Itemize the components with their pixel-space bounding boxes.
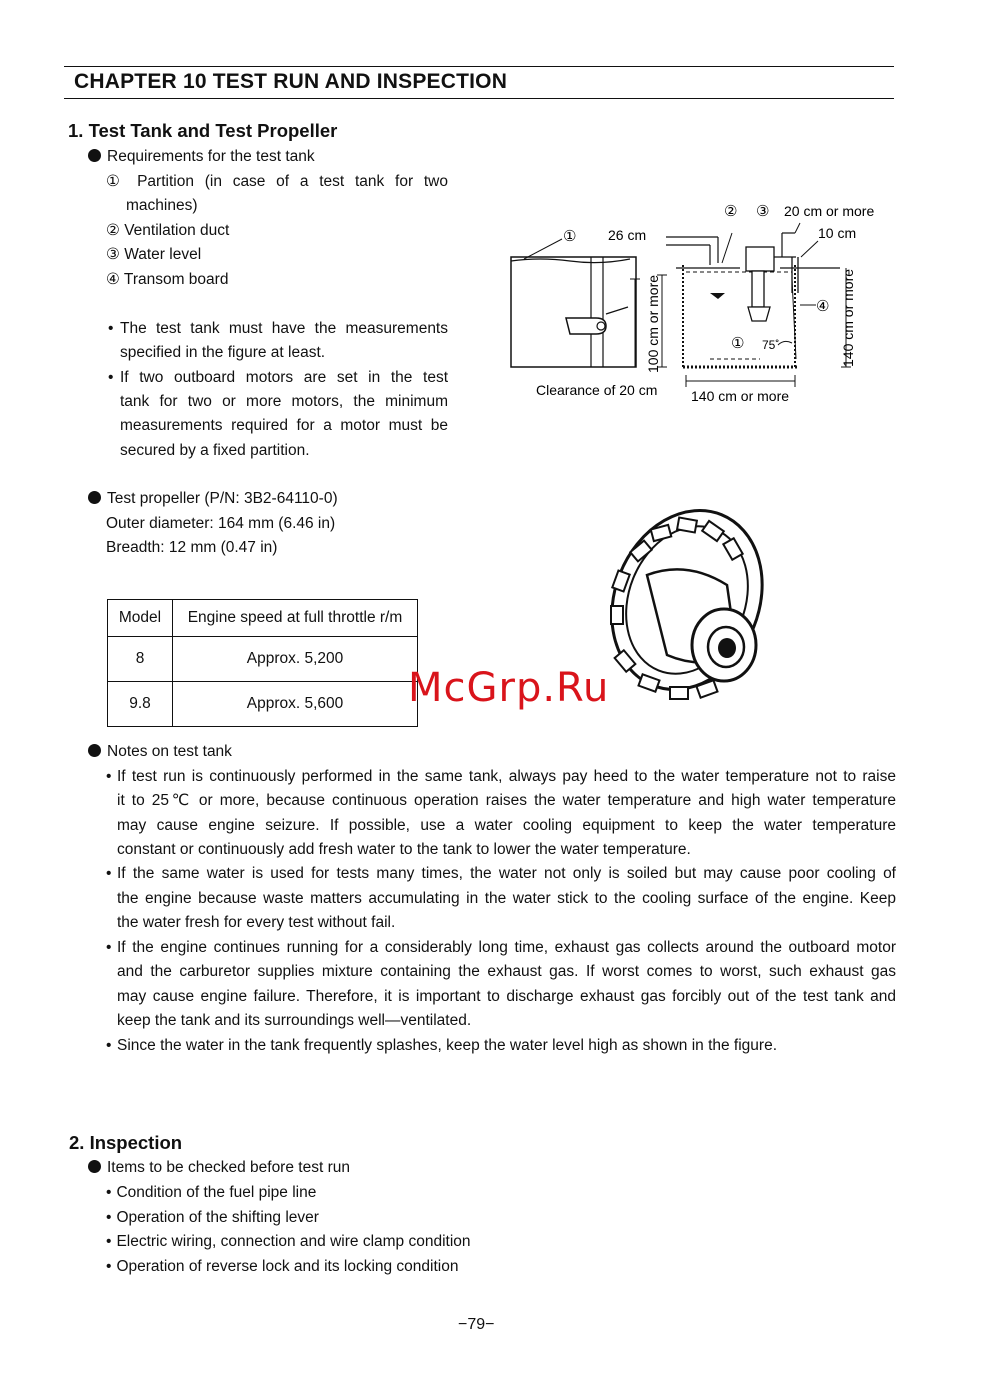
note-2-bullet: • xyxy=(106,865,112,882)
inspection-item: • Operation of reverse lock and its locking condition xyxy=(106,1258,459,1275)
label-4: ④ xyxy=(816,298,830,315)
notes-heading: Notes on test tank xyxy=(88,740,232,764)
propeller-bore-center xyxy=(718,638,736,658)
propeller-vane xyxy=(611,606,623,624)
inspection-item: • Electric wiring, connection and wire clamp condition xyxy=(106,1233,471,1250)
section2-title: 2. Inspection xyxy=(69,1132,183,1153)
req-item-4: ④ Transom board xyxy=(106,271,229,288)
watermark: McGrp.Ru xyxy=(408,665,610,711)
table-row xyxy=(108,637,418,682)
note-3-bullet: • xyxy=(106,939,112,956)
label-100cm: 100 cm or more xyxy=(645,274,661,373)
table-header-cell: Engine speed at full throttle r/m xyxy=(173,600,418,637)
note-1-bullet: • xyxy=(106,768,112,785)
propeller-breadth: Breadth: 12 mm (0.47 in) xyxy=(106,539,278,556)
inspection-heading: Items to be checked before test run xyxy=(88,1156,350,1180)
inspection-item: • Operation of the shifting lever xyxy=(106,1209,319,1226)
note-1-line: If test run is continuously performed in the same tank, always pay heed to the water temperature not to raise xyxy=(117,768,896,785)
table-header-row xyxy=(108,600,418,637)
outboard-engine-icon xyxy=(746,247,774,271)
label-26cm: 26 cm xyxy=(608,227,647,243)
tank-note-2-bullet: • xyxy=(108,369,114,386)
table-header-cell: Model xyxy=(108,600,173,637)
engine-speed-table xyxy=(107,599,418,727)
req-item-1-cont: machines) xyxy=(126,197,198,214)
note-3-line: and the carburetor supplies mixture containing the exhaust gas. If worst comes to worst, such exhaust gas xyxy=(117,963,896,980)
note-2-line: the engine because waste matters accumulating in the water stick to the cooling surface of the engine. Keep xyxy=(117,890,896,907)
req-item-3: ③ Water level xyxy=(106,246,202,263)
leader-line xyxy=(606,307,628,314)
tank-note-2-line: secured by a fixed partition. xyxy=(120,442,310,459)
motor-icon xyxy=(566,318,606,334)
note-4-bullet: • xyxy=(106,1037,112,1054)
label-1: ① xyxy=(563,228,577,245)
leader-line xyxy=(801,241,818,257)
propeller-vane xyxy=(670,687,688,699)
table-cell: 8 xyxy=(108,637,173,682)
propeller-vane xyxy=(677,518,697,533)
note-2-line: If the same water is used for tests many times, the water not only is soiled but may cause poor cooling of xyxy=(117,865,896,882)
table-row xyxy=(108,682,418,727)
note-3-line: may cause engine failure. Therefore, it is important to discharge exhaust gas forcibly out of the test tank and xyxy=(117,988,896,1005)
table-cell: Approx. 5,200 xyxy=(173,637,418,682)
label-140cm-width: 140 cm or more xyxy=(691,388,790,404)
propeller-outer-diameter: Outer diameter: 164 mm (6.46 in) xyxy=(106,515,336,532)
header-rule-top xyxy=(64,66,894,67)
chapter-title: CHAPTER 10 TEST RUN AND INSPECTION xyxy=(74,70,508,93)
page-number: −79− xyxy=(458,1316,495,1333)
leader-line xyxy=(795,223,800,233)
bullet-icon xyxy=(88,149,101,162)
label-3: ③ xyxy=(756,203,770,220)
tank-note-1-line: The test tank must have the measurements xyxy=(120,320,448,337)
inspection-item: • Condition of the fuel pipe line xyxy=(106,1184,317,1201)
header-rule-bottom xyxy=(64,98,894,99)
test-propeller-figure xyxy=(592,505,767,720)
note-3-line: If the engine continues running for a considerably long time, exhaust gas collects around the outboard motor xyxy=(117,939,896,956)
propeller-heading: Test propeller (P/N: 3B2-64110-0) xyxy=(88,487,338,511)
leader-line xyxy=(524,239,562,259)
bullet-icon xyxy=(88,1160,101,1173)
tank-note-1-bullet: • xyxy=(108,320,114,337)
note-1-line: it to 25℃ or more, because continuous operation raises the water temperature and high water temperature xyxy=(117,792,896,809)
angle-arc xyxy=(778,341,792,345)
req-item-1: ① Partition (in case of a test tank for two xyxy=(106,173,448,190)
note-1-line: constant or continuously add fresh water to the tank to lower the water temperature. xyxy=(117,841,691,858)
tank-note-2-line: measurements required for a motor must be xyxy=(120,417,448,434)
note-4-line: Since the water in the tank frequently splashes, keep the water level high as shown in the figure. xyxy=(117,1037,777,1054)
label-140cm-depth: 140 cm or more xyxy=(840,268,856,367)
req-item-2: ② Ventilation duct xyxy=(106,222,230,239)
water-mark-icon xyxy=(710,293,725,299)
note-3-line: keep the tank and its surroundings well—ventilated. xyxy=(117,1012,472,1029)
label-partition-1: ① xyxy=(731,335,745,352)
table-cell: 9.8 xyxy=(108,682,173,727)
note-1-line: may cause engine seizure. If possible, use a water cooling equipment to keep the water temperature xyxy=(117,817,896,834)
leader-line xyxy=(722,233,732,263)
note-2-line: the water fresh for every test without fail. xyxy=(117,914,396,931)
label-clearance: Clearance of 20 cm xyxy=(536,382,658,398)
label-20cm: 20 cm or more xyxy=(784,203,875,219)
tank-note-2-line: tank for two or more motors, the minimum xyxy=(120,393,448,410)
requirements-heading: Requirements for the test tank xyxy=(88,145,315,169)
section1-title: 1. Test Tank and Test Propeller xyxy=(68,120,338,141)
bullet-icon xyxy=(88,491,101,504)
label-10cm: 10 cm xyxy=(818,225,857,241)
tank-side-outline xyxy=(511,257,636,367)
tank-note-1-line: specified in the figure at least. xyxy=(120,344,326,361)
table-cell: Approx. 5,600 xyxy=(173,682,418,727)
test-tank-figure xyxy=(500,195,900,415)
outboard-gearcase-icon xyxy=(748,307,770,321)
label-2: ② xyxy=(724,203,738,220)
tank-note-2-line: If two outboard motors are set in the test xyxy=(120,369,448,386)
label-angle: 75˚ xyxy=(762,338,780,352)
outboard-shaft-icon xyxy=(752,271,764,307)
bullet-icon xyxy=(88,744,101,757)
water-surface-line xyxy=(511,259,630,263)
